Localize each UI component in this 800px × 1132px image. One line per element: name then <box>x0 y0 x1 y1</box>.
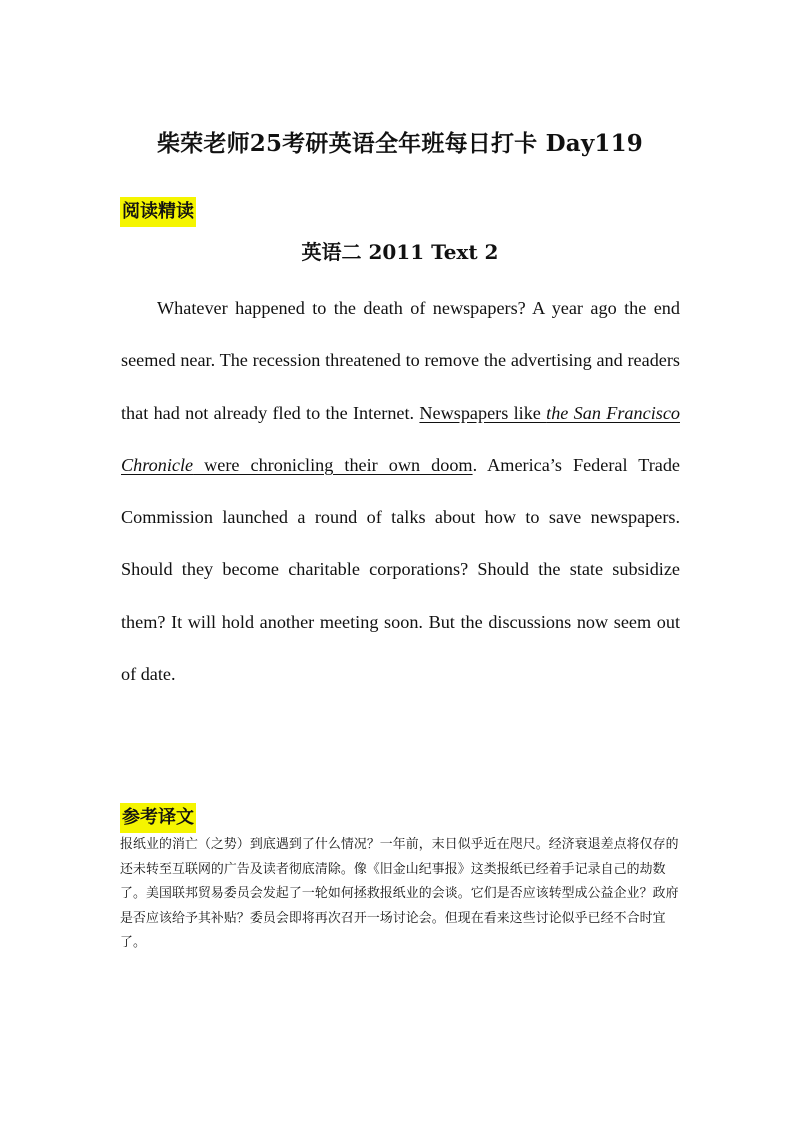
english-passage <box>121 282 680 700</box>
page-title: 柴荣老师25考研英语全年班每日打卡 Day119 <box>156 130 644 157</box>
chinese-translation: 报纸业的消亡（之势）到底遇到了什么情况？一年前，末日似乎近在咫尺。经济衰退差点将仅存的还未转至互联网的广告及读者彻底清除。像《旧金山纪事报》这类报纸已经着手记录自己的劫数了。美国联邦贸易委员会发起了一轮如何拯救报纸业的会谈。它们是否应该转型成公益企业？政府是否应该给予其补贴？委员会即将再次召开一场讨论会。但现在看来这些讨论似乎已经不合时宜了。 <box>120 837 679 951</box>
passage-part-1: Whatever happened to the death of newspapers? A year ago the end seemed near. The recession threatened to remove the advertising and readers that had not already fled to the Internet. <box>121 298 680 423</box>
underlined-part-1: Newspapers like <box>419 402 547 423</box>
newspaper-name: the San Francisco Chronicle <box>121 402 680 475</box>
text-subtitle: 英语二 2011 Text 2 <box>301 240 499 264</box>
underlined-part-2: were chronicling their own doom <box>193 454 473 475</box>
section-heading-reading: 阅读精读 <box>120 197 196 227</box>
section-heading-translation: 参考译文 <box>120 803 196 833</box>
passage-part-3: . America’s Federal Trade Commission launched a round of talks about how to save newspapers. Should they become charitable corporations? Should the state subsidize them? It will hold another meeting soon. But the discussions now seem out of date. <box>121 454 680 685</box>
